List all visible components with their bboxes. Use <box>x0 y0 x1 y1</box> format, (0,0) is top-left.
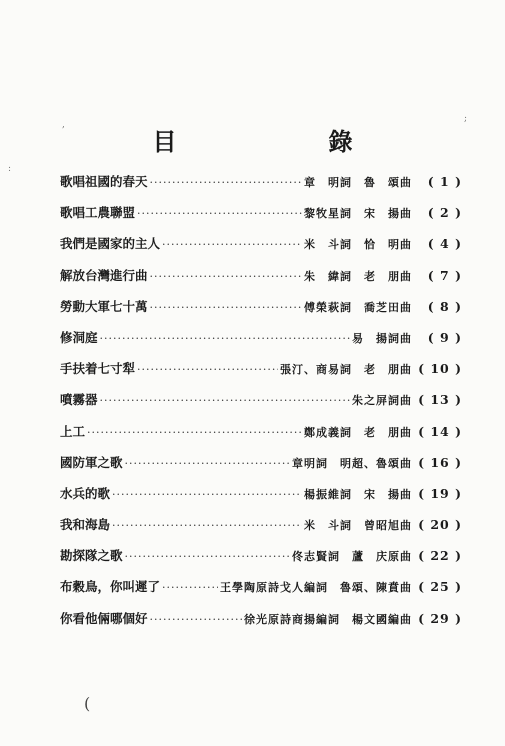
toc-entry <box>60 546 462 577</box>
toc-entry <box>60 266 462 297</box>
toc-entry <box>60 609 462 640</box>
dot-leader <box>162 581 218 594</box>
author-credit: 王學陶原詩戈人編詞 魯頌、陳賁曲 <box>220 581 412 595</box>
stray-mark: ; <box>464 114 468 124</box>
dot-leader <box>125 457 290 470</box>
dot-leader <box>100 394 350 407</box>
page-title: 目 錄 <box>152 127 417 156</box>
dot-leader <box>87 426 302 439</box>
author-credit: 張汀、商易詞 老 朋曲 <box>280 363 412 377</box>
author-credit: 章明詞 明超、魯頌曲 <box>292 456 412 470</box>
toc-entry <box>60 297 462 328</box>
song-title: 上工 <box>60 423 86 439</box>
table-of-contents <box>60 172 462 640</box>
dot-leader <box>150 270 302 283</box>
toc-entry <box>60 484 462 515</box>
toc-entry <box>60 172 462 203</box>
song-title: 我和海島 <box>60 517 111 533</box>
page-number: ( 13 ) <box>418 392 462 408</box>
toc-entry <box>60 203 462 234</box>
toc-entry <box>60 390 462 421</box>
dot-leader <box>125 550 290 563</box>
author-credit: 章 明詞 魯 頌曲 <box>304 176 412 189</box>
author-credit: 傅榮萩詞 喬芝田曲 <box>304 300 412 314</box>
dot-leader <box>162 238 302 251</box>
page-number: ( 8 ) <box>427 298 462 314</box>
song-title: 修洞庭 <box>60 329 98 345</box>
toc-entry <box>60 515 462 546</box>
author-credit: 黎牧星詞 宋 揚曲 <box>304 207 412 221</box>
song-title: 你看他倆哪個好 <box>60 610 148 626</box>
stray-mark: : <box>8 164 12 174</box>
dot-leader <box>150 301 302 314</box>
author-credit: 米 斗詞 恰 明曲 <box>304 238 412 252</box>
dot-leader <box>112 519 302 532</box>
page-number: ( 25 ) <box>418 579 462 595</box>
toc-entry <box>60 234 462 265</box>
page-number: ( 22 ) <box>418 548 462 564</box>
dot-leader <box>100 332 350 345</box>
dot-leader <box>137 207 302 220</box>
song-title: 水兵的歌 <box>60 485 111 501</box>
song-title: 手扶着七寸犁 <box>60 361 136 377</box>
page-number: ( 16 ) <box>418 454 462 470</box>
song-title: 布穀鳥，你叫遲了 <box>60 579 161 595</box>
toc-entry <box>60 453 462 484</box>
page-number: ( 7 ) <box>427 267 462 283</box>
page-number: ( 10 ) <box>418 361 462 377</box>
author-credit: 米 斗詞 曾昭旭曲 <box>304 519 412 533</box>
song-title: 解放台灣進行曲 <box>60 267 148 283</box>
author-credit: 楊振維詞 宋 揚曲 <box>304 487 412 501</box>
toc-entry <box>60 328 462 359</box>
toc-entry <box>60 577 462 608</box>
page-number: ( 20 ) <box>418 517 462 533</box>
song-title: 國防軍之歌 <box>60 454 123 470</box>
page-number: ( 4 ) <box>427 236 462 252</box>
song-title: 勞動大軍七十萬 <box>60 298 148 314</box>
song-title: 我們是國家的主人 <box>60 236 161 252</box>
stray-mark: , <box>62 120 65 130</box>
dot-leader <box>137 363 278 376</box>
dot-leader <box>112 488 302 501</box>
toc-entry <box>60 359 462 390</box>
author-credit: 朱 緯詞 老 朋曲 <box>304 269 412 283</box>
author-credit: 鄭成義詞 老 朋曲 <box>304 425 412 439</box>
page-number: ( 14 ) <box>418 423 462 439</box>
page-number: ( 1 ) <box>427 174 462 189</box>
song-title: 歌唱祖國的春天 <box>60 174 148 189</box>
song-title: 勘探隊之歌 <box>60 548 123 564</box>
toc-entry <box>60 422 462 453</box>
page-number: ( 19 ) <box>418 485 462 501</box>
dot-leader <box>150 176 302 189</box>
page-number: ( 29 ) <box>418 610 462 626</box>
stray-mark: ( <box>84 694 91 713</box>
author-credit: 朱之屏詞曲 <box>352 394 412 408</box>
song-title: 歌唱工農聯盟 <box>60 205 136 221</box>
page-number: ( 2 ) <box>427 205 462 221</box>
song-title: 噴霧器 <box>60 392 98 408</box>
author-credit: 易 揚詞曲 <box>352 331 412 345</box>
dot-leader <box>150 613 242 626</box>
author-credit: 佟志賢詞 蘆 庆原曲 <box>292 550 412 564</box>
author-credit: 徐光原詩商揚編詞 楊文國編曲 <box>244 612 412 626</box>
page-number: ( 9 ) <box>427 329 462 345</box>
